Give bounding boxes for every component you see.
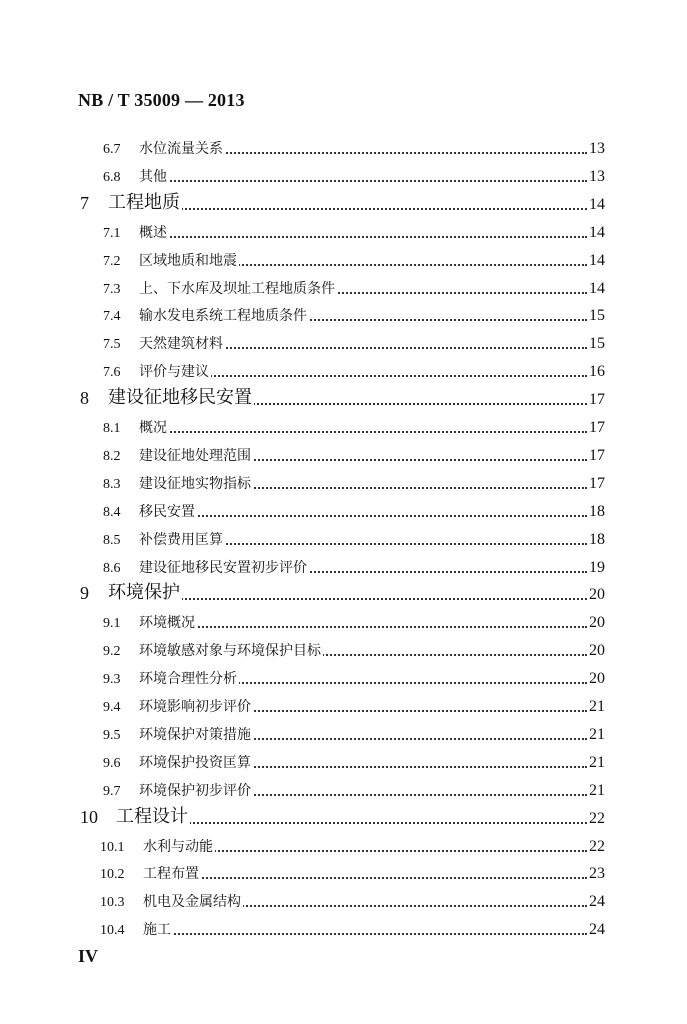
toc-section-entry[interactable]	[0, 495, 687, 523]
toc-entry-number: 9.1	[103, 616, 121, 632]
toc-entry-page: 22	[589, 837, 605, 855]
toc-entry-title: 建设征地移民安置	[108, 383, 254, 409]
toc-entry-title: 工程布置	[143, 863, 201, 883]
toc-entry-number: 7.3	[103, 281, 121, 297]
toc-entry-page: 20	[589, 642, 605, 660]
toc-entry-title: 机电及金属结构	[143, 891, 243, 911]
toc-section-entry[interactable]	[0, 355, 687, 383]
dot-leader	[143, 877, 587, 879]
toc-entry-page: 24	[589, 921, 605, 939]
toc-entry-title: 移民安置	[139, 501, 197, 521]
toc-section-entry[interactable]	[0, 523, 687, 551]
toc-entry-page: 17	[589, 446, 605, 464]
toc-entry-title: 水位流量关系	[139, 138, 225, 158]
toc-entry-title: 建设征地移民安置初步评价	[139, 557, 309, 577]
toc-entry-page: 15	[589, 335, 605, 353]
toc-section-entry[interactable]	[0, 913, 687, 941]
toc-entry-number: 8.6	[103, 560, 121, 576]
toc-entry-title: 建设征地实物指标	[139, 473, 253, 493]
toc-entry-number: 10	[80, 806, 98, 827]
toc-entry-page: 15	[589, 307, 605, 325]
toc-entry-number: 10.3	[100, 895, 125, 911]
toc-section-entry[interactable]	[0, 216, 687, 244]
toc-entry-page: 20	[589, 614, 605, 632]
toc-entry-page: 24	[589, 893, 605, 911]
toc-entry-page: 19	[589, 558, 605, 576]
toc-entry-page: 18	[589, 502, 605, 520]
toc-entry-number: 8.2	[103, 448, 121, 464]
toc-section-entry[interactable]	[0, 774, 687, 802]
toc-entry-page: 22	[589, 809, 605, 827]
toc-entry-title: 上、下水库及坝址工程地质条件	[139, 278, 337, 298]
toc-entry-page: 14	[589, 223, 605, 241]
toc-chapter-entry[interactable]	[0, 383, 687, 411]
toc-entry-number: 7.6	[103, 365, 121, 381]
toc-entry-title: 环境影响初步评价	[139, 696, 253, 716]
toc-entry-page: 13	[589, 140, 605, 157]
toc-entry-number: 9.2	[103, 644, 121, 660]
toc-entry-title: 输水发电系统工程地质条件	[139, 305, 309, 325]
toc-section-entry[interactable]	[0, 690, 687, 718]
toc-entry-page: 21	[589, 725, 605, 743]
toc-entry-title: 补偿费用匡算	[139, 529, 225, 549]
toc-entry-title: 工程地质	[108, 188, 182, 214]
toc-entry-page: 16	[589, 363, 605, 381]
toc-section-entry[interactable]	[0, 885, 687, 913]
toc-entry-number: 6.8	[103, 169, 121, 185]
dot-leader	[139, 431, 587, 433]
toc-entry-title: 环境保护投资匡算	[139, 752, 253, 772]
toc-entry-page: 17	[589, 419, 605, 436]
toc-entry-page: 20	[589, 586, 605, 604]
toc-entry-number: 8.3	[103, 476, 121, 492]
toc-entry-title: 环境敏感对象与环境保护目标	[139, 640, 323, 660]
toc-entry-title: 环境合理性分析	[139, 668, 239, 688]
page-number-footer: IV	[78, 946, 99, 966]
toc-section-entry[interactable]	[0, 606, 687, 634]
toc-section-entry[interactable]	[0, 718, 687, 746]
toc-entry-page: 14	[589, 251, 605, 269]
toc-section-entry[interactable]	[0, 411, 687, 439]
toc-chapter-entry[interactable]	[0, 578, 687, 606]
toc-entry-number: 9.3	[103, 672, 121, 688]
toc-entry-page: 14	[589, 279, 605, 297]
toc-entry-title: 环境保护对策措施	[139, 724, 253, 744]
toc-chapter-entry[interactable]	[0, 802, 687, 830]
toc-entry-number: 6.7	[103, 142, 121, 157]
toc-entry-page: 23	[589, 865, 605, 883]
dot-leader	[139, 626, 587, 628]
toc-chapter-entry[interactable]	[0, 188, 687, 216]
toc-entry-number: 8	[80, 388, 89, 409]
toc-entry-title: 其他	[139, 166, 169, 186]
toc-section-entry[interactable]	[0, 857, 687, 885]
toc-entry-number: 9.6	[103, 755, 121, 771]
toc-entry-title: 概述	[139, 222, 169, 242]
dot-leader	[139, 180, 587, 182]
toc-entry-number: 8.1	[103, 421, 121, 436]
toc-entry-number: 9.4	[103, 700, 121, 715]
document-code-header: NB / T 35009 — 2013	[78, 90, 245, 110]
toc-entry-number: 10.4	[100, 923, 125, 939]
toc-entry-number: 7	[80, 192, 89, 213]
toc-entry-title: 建设征地处理范围	[139, 445, 253, 465]
toc-entry-title: 区域地质和地震	[139, 250, 239, 270]
toc-entry-title: 天然建筑材料	[139, 333, 225, 353]
toc-section-entry[interactable]	[0, 467, 687, 495]
toc-entry-page: 13	[589, 167, 605, 185]
toc-entry-page: 21	[589, 698, 605, 715]
toc-section-entry[interactable]	[0, 662, 687, 690]
toc-entry-page: 21	[589, 753, 605, 771]
toc-entry-title: 评价与建议	[139, 361, 211, 381]
toc-entry-number: 8.5	[103, 532, 121, 548]
toc-entry-page: 17	[589, 391, 605, 409]
toc-entry-title: 环境保护初步评价	[139, 780, 253, 800]
toc-section-entry[interactable]	[0, 160, 687, 188]
toc-section-entry[interactable]	[0, 746, 687, 774]
toc-section-entry[interactable]	[0, 830, 687, 858]
toc-entry-number: 10.1	[100, 839, 125, 855]
toc-section-entry[interactable]	[0, 634, 687, 662]
toc-entry-number: 7.5	[103, 337, 121, 353]
dot-leader	[143, 933, 587, 935]
toc-entry-page: 18	[589, 530, 605, 548]
toc-entry-number: 8.4	[103, 504, 121, 520]
toc-entry-number: 9.7	[103, 783, 121, 799]
toc-entry-page: 21	[589, 781, 605, 799]
toc-section-entry[interactable]	[0, 439, 687, 467]
dot-leader	[139, 515, 587, 517]
toc-section-entry[interactable]	[0, 244, 687, 272]
toc-entry-page: 20	[589, 670, 605, 688]
toc-entry-title: 概况	[139, 417, 169, 437]
toc-entry-title: 环境概况	[139, 612, 197, 632]
toc-section-entry[interactable]	[0, 132, 687, 160]
toc-entry-number: 9	[80, 583, 89, 604]
toc-entry-page: 17	[589, 474, 605, 492]
toc-entry-number: 7.2	[103, 253, 121, 269]
toc-entry-title: 水利与动能	[143, 836, 215, 856]
toc-entry-number: 7.1	[103, 225, 121, 241]
toc-section-entry[interactable]	[0, 327, 687, 355]
toc-entry-title: 工程设计	[116, 802, 190, 828]
toc-entry-number: 7.4	[103, 309, 121, 325]
toc-entry-number: 9.5	[103, 727, 121, 743]
toc-section-entry[interactable]	[0, 272, 687, 300]
toc-entry-title: 施工	[143, 919, 173, 939]
toc-entry-page: 14	[589, 195, 605, 213]
toc-entry-title: 环境保护	[108, 578, 182, 604]
toc-section-entry[interactable]	[0, 299, 687, 327]
toc-section-entry[interactable]	[0, 551, 687, 579]
toc-entry-number: 10.2	[100, 867, 125, 883]
dot-leader	[139, 236, 587, 238]
